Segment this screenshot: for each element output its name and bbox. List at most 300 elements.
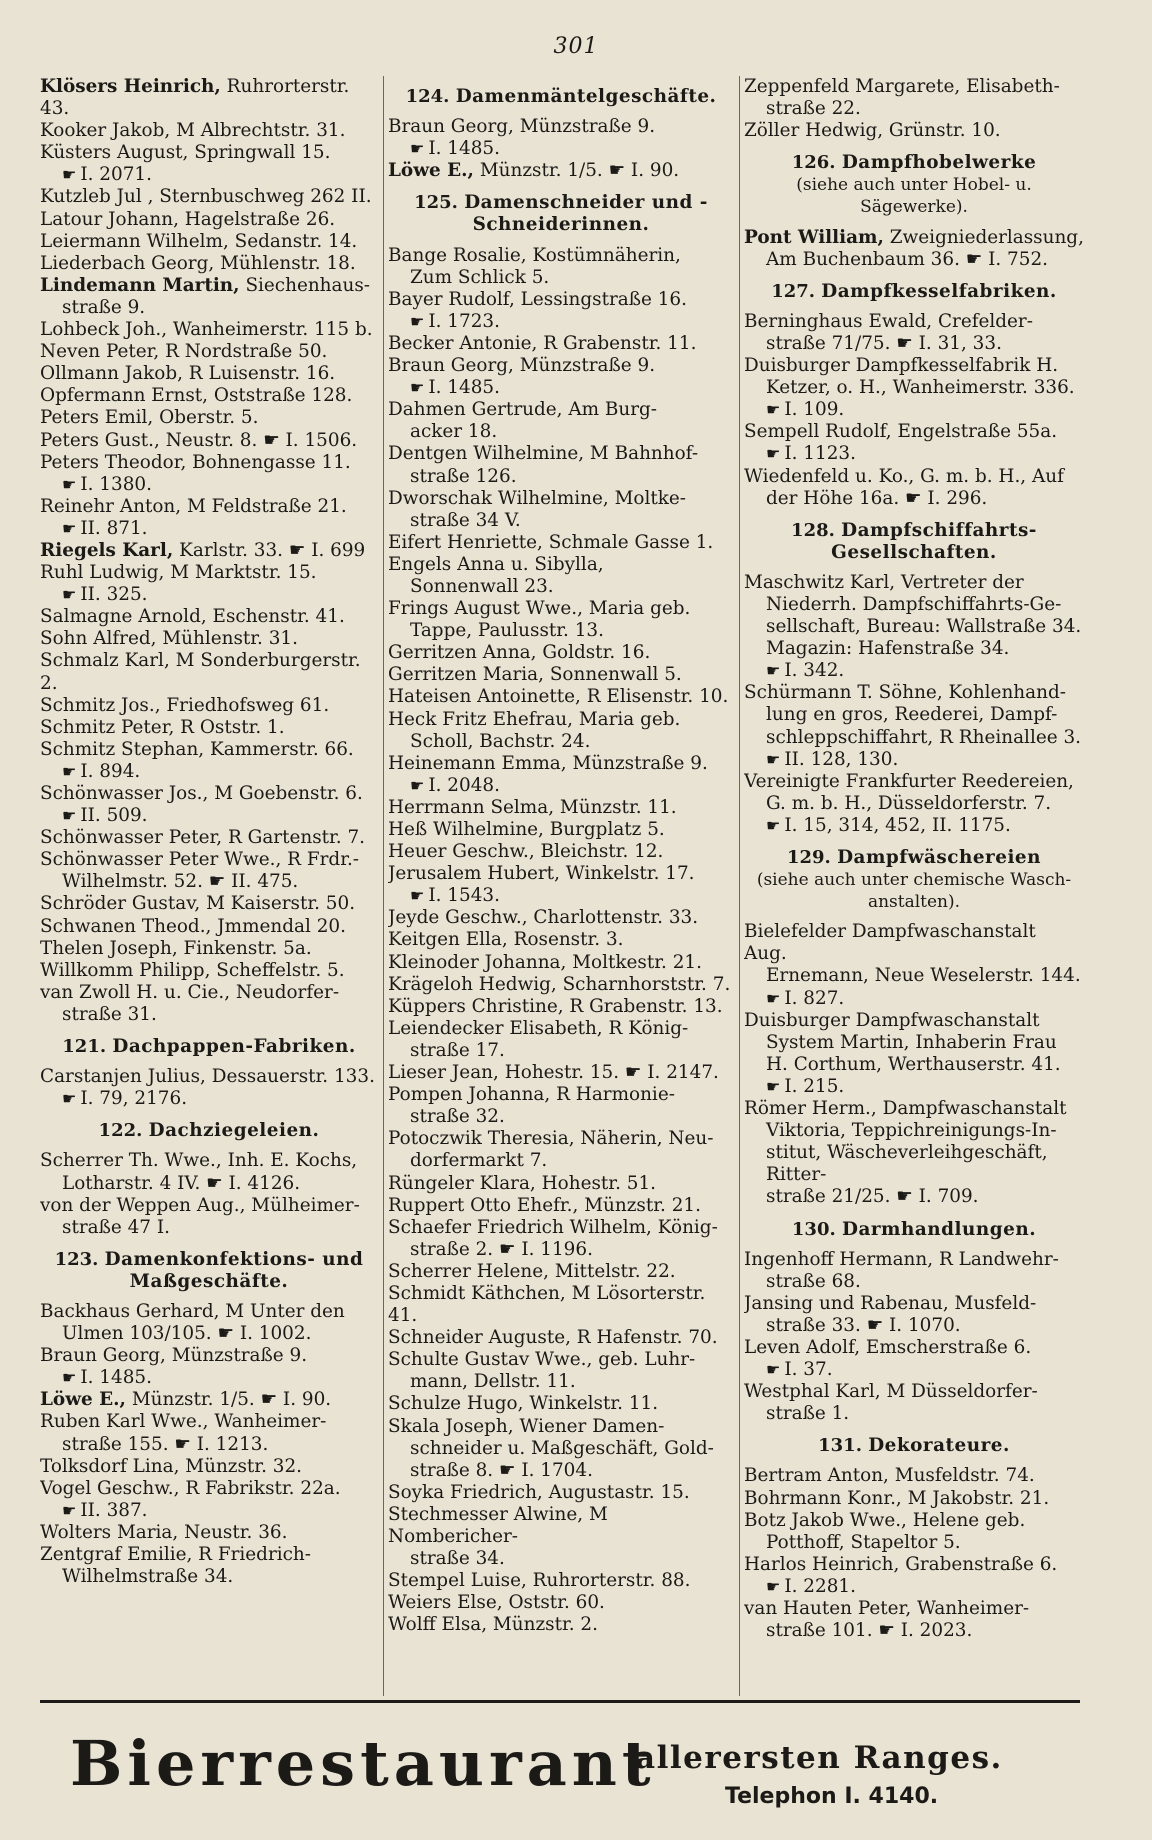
entry-name: Braun Georg, xyxy=(388,116,514,138)
entry-address: Moltke- xyxy=(608,487,686,509)
entry-address: Rosenstr. 3. xyxy=(507,929,624,951)
directory-entry xyxy=(40,1389,378,1411)
entry-address: Wanheimer- xyxy=(208,1411,327,1433)
directory-entry xyxy=(40,319,378,341)
entry-address: M Jakobstr. 21. xyxy=(901,1487,1050,1509)
entry-name: Heuer Geschw., xyxy=(388,841,535,863)
entry-continuation-text: schneider u. Maßgeschäft, Gold- xyxy=(410,1437,714,1459)
telephone-hand-icon: ☛ xyxy=(62,1089,77,1109)
entry-continuation-text: Scholl, Bachstr. 24. xyxy=(410,730,591,752)
directory-entry xyxy=(744,727,1084,749)
entry-address: Engelstraße 55a. xyxy=(891,421,1058,443)
entry-name: Schaefer Friedrich Wilhelm, xyxy=(388,1216,652,1238)
entry-phone xyxy=(388,885,734,907)
telephone-hand-icon: ☛ xyxy=(410,311,425,331)
entry-name: Bayer Rudolf, xyxy=(388,288,515,310)
directory-entry xyxy=(388,907,734,929)
entry-address: Inh. E. Kochs, xyxy=(221,1150,358,1172)
entry-name: Schmitz Peter, xyxy=(40,716,175,738)
entry-phone xyxy=(744,1359,1084,1381)
entry-continuation xyxy=(744,793,1084,815)
entry-phone xyxy=(40,1088,378,1110)
entry-continuation-text: I. 1485. xyxy=(80,1367,152,1389)
entry-phone xyxy=(744,660,1084,682)
section-title: Dachziegeleien. xyxy=(148,1120,320,1142)
directory-entry xyxy=(40,739,378,783)
entry-name: Zentgraf Emilie, xyxy=(40,1544,193,1565)
entry-address: Bohnengasse 11. xyxy=(186,451,351,473)
entry-address: Bleichstr. 12. xyxy=(534,841,664,863)
entry-continuation-text: straße 17. xyxy=(410,1039,505,1061)
directory-entry xyxy=(388,1327,734,1349)
entry-name: Opfermann Ernst, xyxy=(40,385,209,407)
entry-address: Maria geb. xyxy=(582,598,691,620)
entry-continuation xyxy=(744,488,1084,510)
entry-name: Vereinigte Frankfurter Reedereien, xyxy=(744,770,1074,792)
entry-continuation-text: I. 2048. xyxy=(428,774,500,796)
entry-name: Ollmann Jakob, xyxy=(40,363,183,385)
entry-name: Berninghaus Ewald, xyxy=(744,310,933,332)
directory-entry xyxy=(40,1544,378,1588)
entry-continuation xyxy=(388,1239,734,1261)
directory-entry xyxy=(388,443,734,487)
entry-address: Charlottenstr. 33. xyxy=(527,907,699,929)
entry-phone xyxy=(40,518,378,540)
telephone-hand-icon: ☛ xyxy=(410,886,425,906)
entry-name: Peters Emil, xyxy=(40,407,154,429)
entry-address: R König- xyxy=(602,1017,689,1039)
entry-continuation-text: I. 1485. xyxy=(428,138,500,160)
entry-address: Grabenstraße 6. xyxy=(899,1553,1058,1575)
entry-name: Herrmann Selma, xyxy=(388,796,555,818)
telephone-hand-icon: ☛ xyxy=(766,661,781,681)
directory-entry xyxy=(388,797,734,819)
entry-continuation xyxy=(744,1403,1084,1425)
entry-name: Schneider Auguste, xyxy=(388,1327,571,1349)
entry-phone xyxy=(40,761,378,783)
entry-continuation-text: I. 15, 314, 452, II. 1175. xyxy=(784,814,1011,836)
entry-name: Gerritzen Maria, xyxy=(388,664,544,686)
directory-entry xyxy=(388,1349,734,1393)
entry-name: Riegels Karl, xyxy=(40,539,174,561)
entry-continuation-text: straße 155. ☛ I. 1213. xyxy=(62,1433,269,1455)
entry-continuation-text: Ulmen 103/105. ☛ I. 1002. xyxy=(62,1323,312,1345)
entry-name: Ingenhoff Hermann, xyxy=(744,1248,934,1270)
entry-address: R Landwehr- xyxy=(933,1248,1059,1270)
directory-entry xyxy=(40,430,378,452)
directory-entry xyxy=(388,245,734,289)
entry-continuation-text: Lotharstr. 4 IV. ☛ I. 4126. xyxy=(62,1172,301,1194)
entry-continuation xyxy=(744,965,1084,987)
entry-address: Augustastr. 15. xyxy=(542,1481,690,1503)
directory-entry xyxy=(744,1098,1084,1142)
entry-continuation xyxy=(388,1150,734,1172)
entry-address: M Nombericher- xyxy=(388,1503,608,1547)
column-divider xyxy=(739,76,740,1696)
entry-name: Leiendecker Elisabeth, xyxy=(388,1017,603,1039)
entry-name: Schmitz Stephan, xyxy=(40,738,205,760)
directory-entry xyxy=(40,385,378,407)
directory-entry xyxy=(744,660,1084,682)
entry-continuation-text: Niederrh. Dampfschiffahrts-Ge- xyxy=(766,593,1062,615)
entry-name: Schönwasser Jos., xyxy=(40,783,209,804)
entry-name: Jerusalem Hubert, xyxy=(388,863,560,885)
entry-address: Münzstraße 9. xyxy=(566,752,708,774)
entry-phone xyxy=(744,1076,1084,1098)
entry-continuation-text: straße 22. xyxy=(766,98,861,120)
entry-name: Schröder Gustav, xyxy=(40,893,201,915)
entry-continuation-text: Wilhelmstraße 34. xyxy=(62,1566,234,1588)
entry-continuation xyxy=(40,1217,378,1239)
directory-entry xyxy=(388,642,734,664)
entry-continuation-text: stitut, Wäscheverleihgeschäft, Ritter- xyxy=(766,1142,1048,1186)
directory-entry xyxy=(40,1411,378,1455)
directory-entry xyxy=(744,1076,1084,1098)
directory-entry xyxy=(388,686,734,708)
entry-name: Liederbach Georg, xyxy=(40,252,215,274)
directory-entry xyxy=(388,952,734,974)
entry-name: Lieser Jean, xyxy=(388,1062,499,1084)
entry-name: Dentgen Wilhelmine, xyxy=(388,443,585,465)
entry-continuation-text: System Martin, Inhaberin Frau xyxy=(766,1031,1057,1053)
entry-phone xyxy=(40,805,378,827)
entry-name: Salmagne Arnold, xyxy=(40,606,207,628)
directory-entry xyxy=(40,1066,378,1110)
directory-entry xyxy=(744,1381,1084,1425)
entry-continuation-text: straße 34. xyxy=(410,1548,505,1570)
directory-entry xyxy=(388,333,734,355)
entry-name: Botz Jakob Wwe., xyxy=(744,1509,907,1531)
directory-entry xyxy=(40,407,378,429)
entry-address: Neustr. 8. ☛ I. 1506. xyxy=(159,429,358,451)
entry-name: Küppers Christine, xyxy=(388,995,564,1017)
entry-continuation-text: straße 31. xyxy=(62,1003,157,1025)
entry-address: M Lösorterstr. 41. xyxy=(388,1282,706,1327)
telephone-hand-icon: ☛ xyxy=(62,1368,77,1388)
directory-entry xyxy=(40,452,378,496)
section-number: 129. xyxy=(786,847,838,868)
entry-phone xyxy=(40,1367,378,1389)
section-title: Dampfwäschereien xyxy=(837,847,1042,868)
entry-address: Münzstr. 1/5. ☛ I. 90. xyxy=(125,1389,332,1411)
entry-continuation xyxy=(388,1548,734,1570)
directory-entry xyxy=(388,709,734,753)
entry-continuation-text: Magazin: Hafenstraße 34. xyxy=(766,638,1010,660)
directory-entry xyxy=(40,341,378,363)
entry-address: Münzstr. 1/5. ☛ I. 90. xyxy=(473,160,680,182)
entry-address: Auf xyxy=(1026,465,1064,487)
section-number: 130. xyxy=(791,1218,842,1240)
directory-entry xyxy=(744,1488,1084,1510)
directory-entry xyxy=(744,815,1084,837)
entry-continuation xyxy=(744,1532,1084,1554)
section-number: 122. xyxy=(98,1120,149,1142)
entry-name: Soyka Friedrich, xyxy=(388,1481,543,1503)
entry-continuation-text: I. 79, 2176. xyxy=(80,1088,188,1110)
entry-continuation-text: II. 871. xyxy=(80,517,148,539)
entry-address: Ruhrorterstr. 88. xyxy=(526,1570,691,1592)
entry-continuation-text: dorfermarkt 7. xyxy=(410,1150,548,1172)
entry-continuation-text: straße 9. xyxy=(62,296,146,318)
entry-address: M Feldstraße 21. xyxy=(181,495,347,517)
telephone-hand-icon: ☛ xyxy=(766,815,781,835)
entry-name: Zeppenfeld Margarete, xyxy=(744,76,961,97)
entry-name: Dworschak Wilhelmine, xyxy=(388,487,609,509)
entry-address: Helene geb. xyxy=(906,1509,1026,1531)
directory-entry xyxy=(744,1554,1084,1598)
directory-entry xyxy=(744,466,1084,510)
entry-continuation-text: Am Buchenbaum 36. ☛ I. 752. xyxy=(766,248,1048,270)
section-heading xyxy=(744,281,1084,303)
entry-address: geb. Luhr- xyxy=(592,1349,696,1371)
entry-address: Neudorfer- xyxy=(230,981,340,1003)
entry-name: Thelen Joseph, xyxy=(40,937,178,959)
entry-name: Braun Georg, xyxy=(388,355,514,377)
entry-address: M Kaiserstr. 50. xyxy=(200,893,356,915)
entry-name: Löwe E., xyxy=(388,160,474,182)
entry-continuation-text: I. 2071. xyxy=(80,164,152,186)
entry-address: Scharnhorststr. 7. xyxy=(556,973,731,995)
entry-address: Näherin, Neu- xyxy=(574,1128,714,1150)
directory-entry xyxy=(40,606,378,628)
directory-entry xyxy=(388,598,734,642)
advertisement xyxy=(60,1728,1100,1828)
entry-name: Bange Rosalie, xyxy=(388,244,527,266)
directory-entry xyxy=(40,960,378,982)
section-heading xyxy=(744,847,1084,913)
directory-entry xyxy=(744,1054,1084,1076)
footer-divider xyxy=(40,1700,1080,1703)
entry-continuation xyxy=(744,1142,1084,1186)
entry-continuation-text: I. 894. xyxy=(80,760,141,782)
entry-continuation xyxy=(744,1032,1084,1054)
section-number: 127. xyxy=(771,280,822,302)
entry-continuation xyxy=(744,1271,1084,1293)
telephone-hand-icon: ☛ xyxy=(766,444,781,464)
entry-address: R Hafenstr. 70. xyxy=(570,1327,718,1349)
entry-phone xyxy=(40,474,378,496)
directory-entry xyxy=(40,1345,378,1389)
directory-entry xyxy=(388,1018,734,1062)
entry-name: Latour Johann, xyxy=(40,208,179,230)
entry-name: Bertram Anton, xyxy=(744,1465,889,1487)
entry-address: Winkelstr. 17. xyxy=(559,863,695,885)
directory-entry xyxy=(744,1510,1084,1554)
entry-name: Rüngeler Klara, xyxy=(388,1172,536,1194)
entry-address: Hohestr. 51. xyxy=(535,1172,657,1194)
directory-entry xyxy=(40,562,378,606)
entry-continuation-text: straße 1. xyxy=(766,1403,850,1425)
entry-continuation-text: straße 34 V. xyxy=(410,509,521,531)
entry-name: Weiers Else, xyxy=(388,1592,503,1614)
entry-address: R Luisenstr. 16. xyxy=(182,363,336,385)
entry-address: Wanheimer- xyxy=(911,1598,1030,1619)
directory-entry xyxy=(388,1217,734,1261)
directory-entry xyxy=(388,841,734,863)
entry-continuation-text: II. 387. xyxy=(80,1499,148,1521)
entry-name: Schmalz Karl, xyxy=(40,650,170,672)
telephone-hand-icon: ☛ xyxy=(766,1360,781,1380)
directory-entry xyxy=(388,116,734,160)
entry-address: Münzstraße 9. xyxy=(513,355,656,377)
directory-entry xyxy=(388,996,734,1018)
directory-entry xyxy=(40,120,378,142)
directory-entry xyxy=(388,1393,734,1415)
entry-name: Wolff Elsa, xyxy=(388,1614,488,1636)
column-2 xyxy=(388,76,734,1696)
directory-entry xyxy=(40,938,378,960)
entry-address: Winkelstr. 11. xyxy=(523,1393,659,1415)
directory-entry xyxy=(388,1592,734,1614)
entry-phone xyxy=(744,988,1084,1010)
entry-address: Münzstr. 21. xyxy=(578,1194,701,1216)
entry-address: Kostümnäherin, xyxy=(526,244,681,266)
directory-entry xyxy=(388,1128,734,1172)
entry-address: Aug. xyxy=(744,943,787,965)
entry-address: Neustr. 36. xyxy=(178,1521,288,1543)
entry-name: Potoczwik Theresia, xyxy=(388,1128,575,1150)
entry-continuation xyxy=(744,333,1084,355)
entry-address: Sedanstr. 14. xyxy=(228,230,358,252)
entry-phone xyxy=(744,399,1084,421)
entry-continuation xyxy=(744,1120,1084,1142)
entry-name: Heck Fritz Ehefrau, xyxy=(388,708,573,730)
entry-name: Sohn Alfred, xyxy=(40,628,157,650)
entry-continuation xyxy=(744,377,1084,399)
entry-continuation xyxy=(744,727,1084,749)
entry-name: Schürmann T. Söhne, xyxy=(744,682,943,704)
entry-phone xyxy=(388,775,734,797)
entry-address: M Düsseldorfer- xyxy=(880,1381,1038,1403)
directory-entry xyxy=(40,253,378,275)
directory-entry xyxy=(40,186,378,208)
entry-address: Oststr. 60. xyxy=(502,1592,605,1614)
directory-entry xyxy=(388,1482,734,1504)
section-number: 123. xyxy=(54,1248,105,1270)
entry-name: Keitgen Ella, xyxy=(388,929,508,951)
entry-continuation-text: I. 1380. xyxy=(80,473,152,495)
entry-name: Ruppert Otto Ehefr., xyxy=(388,1194,579,1216)
entry-address: Burgplatz 5. xyxy=(543,819,665,840)
entry-continuation xyxy=(744,616,1084,638)
entry-continuation xyxy=(744,1186,1084,1208)
entry-name: Leiermann Wilhelm, xyxy=(40,230,229,252)
entry-continuation-text: G. m. b. H., Düsseldorferstr. 7. xyxy=(766,792,1052,814)
entry-continuation xyxy=(40,1173,378,1195)
directory-entry xyxy=(40,1195,378,1239)
directory-entry xyxy=(388,664,734,686)
entry-phone xyxy=(744,815,1084,837)
entry-continuation xyxy=(388,1040,734,1062)
entry-address: R Grabenstr. 13. xyxy=(563,995,723,1017)
entry-name: Kutzleb Jul , xyxy=(40,186,154,208)
entry-name: Krägeloh Hedwig, xyxy=(388,973,557,995)
section-title: Darmhandlungen. xyxy=(842,1218,1037,1240)
directory-entry xyxy=(744,399,1084,421)
section-title: Damenmäntelgeschäfte. xyxy=(455,86,717,107)
directory-entry xyxy=(40,1301,378,1345)
entry-phone xyxy=(388,311,734,333)
entry-address: Musfeldstr. 74. xyxy=(888,1465,1035,1487)
column-3 xyxy=(744,76,1084,1696)
entry-name: Bohrmann Konr., xyxy=(744,1487,902,1509)
entry-phone xyxy=(40,1500,378,1522)
entry-address: Scheffelstr. 5. xyxy=(210,959,345,981)
directory-entry xyxy=(40,783,378,827)
column-divider xyxy=(383,76,384,1696)
telephone-hand-icon: ☛ xyxy=(410,775,425,795)
entry-name: Lindemann Martin, xyxy=(40,274,240,296)
entry-name: Schönwasser Peter, xyxy=(40,827,223,849)
entry-continuation-text: schleppschiffahrt, R Rheinallee 3. xyxy=(766,726,1081,748)
directory-entry xyxy=(388,1570,734,1592)
entry-name: Neven Peter, xyxy=(40,341,160,363)
section-note: (siehe auch unter Hobel- u. Sägewerke). xyxy=(796,175,1032,218)
entry-address: Goldstr. 16. xyxy=(536,642,651,664)
entry-phone xyxy=(744,443,1084,465)
directory-entry xyxy=(388,819,734,841)
entry-name: Skala Joseph, xyxy=(388,1415,514,1437)
entry-name: Bielefelder Dampfwaschanstalt xyxy=(744,921,1036,943)
entry-continuation-text: lung en gros, Reederei, Dampf- xyxy=(766,704,1058,726)
entry-continuation xyxy=(744,1315,1084,1337)
telephone-hand-icon: ☛ xyxy=(62,1500,77,1520)
entry-continuation xyxy=(744,594,1084,616)
entry-address: M Unter den xyxy=(219,1300,345,1322)
entry-name: Dahmen Gertrude, xyxy=(388,399,563,421)
section-heading xyxy=(40,1036,378,1058)
entry-address: Kohlenhand- xyxy=(942,682,1066,704)
entry-continuation-text: Potthoff, Stapeltor 5. xyxy=(766,1531,961,1553)
directory-entry xyxy=(388,488,734,532)
entry-continuation-text: Viktoria, Teppichreinigungs-In- xyxy=(766,1120,1057,1142)
directory-entry xyxy=(744,771,1084,815)
entry-name: Lohbeck Joh., xyxy=(40,319,168,341)
directory-entry xyxy=(744,355,1084,399)
directory-entry xyxy=(40,1522,378,1544)
entry-address: Vertreter der xyxy=(895,571,1024,593)
entry-continuation-text: straße 126. xyxy=(410,465,517,487)
entry-continuation xyxy=(388,1106,734,1128)
directory-entry xyxy=(388,1460,734,1482)
entry-address: Ruhrorterstr. 43. xyxy=(40,76,350,120)
directory-entry xyxy=(388,929,734,951)
entry-phone xyxy=(744,1576,1084,1598)
directory-entry xyxy=(40,231,378,253)
entry-continuation xyxy=(744,704,1084,726)
directory-entry xyxy=(744,421,1084,465)
directory-entry xyxy=(40,275,378,319)
section-heading xyxy=(40,1249,378,1293)
entry-name: Kleinoder Johanna, xyxy=(388,951,567,973)
entry-name: Klösers Heinrich, xyxy=(40,76,221,97)
entry-address: Mülheimer- xyxy=(245,1194,360,1216)
entry-name: Jansing und Rabenau, xyxy=(744,1292,949,1314)
ad-business-name: Bierrestaurant xyxy=(70,1727,656,1800)
entry-continuation-text: I. 37. xyxy=(784,1359,833,1381)
directory-entry xyxy=(388,1504,734,1570)
entry-continuation-text: straße 32. xyxy=(410,1106,505,1128)
entry-address: Münzstr. 32. xyxy=(179,1455,303,1477)
entry-continuation-text: I. 1123. xyxy=(784,443,856,465)
entry-phone xyxy=(388,138,734,160)
telephone-hand-icon: ☛ xyxy=(62,761,77,781)
entry-name: Zöller Hedwig, xyxy=(744,120,884,142)
directory-entry xyxy=(388,1614,734,1636)
entry-address: R Oststr. 1. xyxy=(174,716,285,738)
section-number: 121. xyxy=(62,1036,113,1058)
entry-name: Westphal Karl, xyxy=(744,1381,881,1403)
